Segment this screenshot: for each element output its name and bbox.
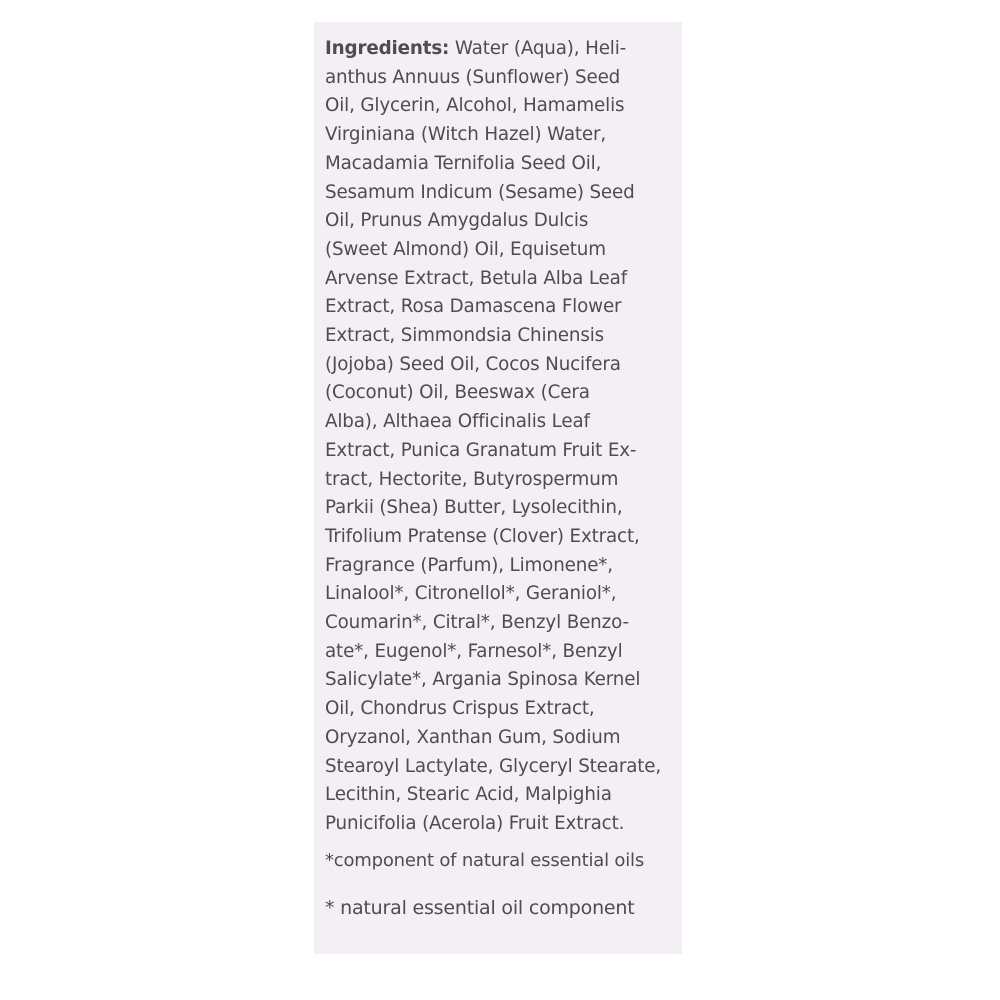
ingredients-line: Sesamum Indicum (Sesame) Seed bbox=[325, 181, 635, 203]
essential-oil-footnote-translation: * natural essential oil component bbox=[325, 897, 635, 919]
ingredients-line: Fragrance (Parfum), Limonene*, bbox=[325, 554, 613, 576]
ingredients-line: Extract, Punica Granatum Fruit Ex- bbox=[325, 439, 637, 461]
ingredients-line: tract, Hectorite, Butyrospermum bbox=[325, 468, 619, 490]
ingredients-line: Extract, Simmondsia Chinensis bbox=[325, 325, 605, 347]
ingredients-line: Arvense Extract, Betula Alba Leaf bbox=[325, 267, 627, 289]
ingredients-line: Virginiana (Witch Hazel) Water, bbox=[325, 124, 607, 146]
ingredients-line: (Jojoba) Seed Oil, Cocos Nucifera bbox=[325, 353, 621, 375]
ingredients-heading: Ingredients: bbox=[325, 38, 450, 59]
ingredients-line: Extract, Rosa Damascena Flower bbox=[325, 296, 622, 318]
ingredients-line: Stearoyl Lactylate, Glyceryl Stearate, bbox=[325, 755, 662, 777]
ingredients-line: Alba), Althaea Officinalis Leaf bbox=[325, 411, 590, 433]
ingredients-list bbox=[325, 35, 685, 839]
ingredients-line: Trifolium Pratense (Clover) Extract, bbox=[325, 525, 640, 547]
ingredients-line: Linalool*, Citronellol*, Geraniol*, bbox=[325, 583, 617, 605]
ingredients-line-text: Water (Aqua), Heli- bbox=[449, 38, 627, 59]
ingredients-line: Salicylate*, Argania Spinosa Kernel bbox=[325, 669, 641, 691]
ingredients-line: ate*, Eugenol*, Farnesol*, Benzyl bbox=[325, 640, 623, 662]
ingredients-line: anthus Annuus (Sunflower) Seed bbox=[325, 66, 621, 88]
ingredients-line: Parkii (Shea) Butter, Lysolecithin, bbox=[325, 497, 623, 519]
ingredients-line: Oil, Chondrus Crispus Extract, bbox=[325, 698, 595, 720]
ingredients-line: (Coconut) Oil, Beeswax (Cera bbox=[325, 382, 590, 404]
ingredients-line: Oryzanol, Xanthan Gum, Sodium bbox=[325, 726, 621, 748]
essential-oil-footnote: *component of natural essential oils bbox=[325, 850, 644, 871]
ingredients-line: Lecithin, Stearic Acid, Malpighia bbox=[325, 784, 612, 806]
ingredients-line: Oil, Prunus Amygdalus Dulcis bbox=[325, 210, 589, 232]
ingredients-line: Macadamia Ternifolia Seed Oil, bbox=[325, 152, 602, 174]
ingredients-line: Punicifolia (Acerola) Fruit Extract. bbox=[325, 812, 625, 834]
ingredients-line: (Sweet Almond) Oil, Equisetum bbox=[325, 238, 606, 260]
ingredients-line: Coumarin*, Citral*, Benzyl Benzo- bbox=[325, 612, 629, 634]
ingredients-line: Oil, Glycerin, Alcohol, Hamamelis bbox=[325, 95, 625, 117]
ingredients-line bbox=[325, 35, 685, 64]
